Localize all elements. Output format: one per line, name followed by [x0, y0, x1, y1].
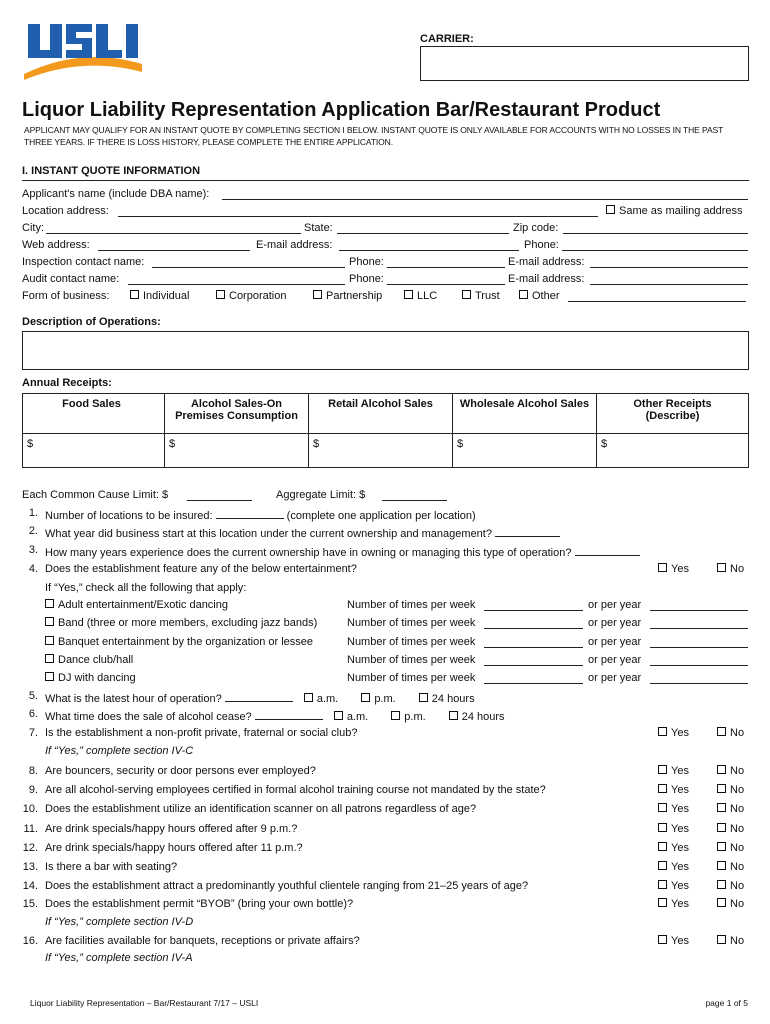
checkbox-icon: [462, 290, 471, 299]
q13-no-option[interactable]: No: [717, 861, 744, 873]
question-15: 15. Does the establishment permit “BYOB” (bring your own bottle)? Yes No: [22, 898, 745, 910]
question-4: 4. Does the establishment feature any of the below entertainment? Yes No: [28, 563, 745, 575]
question-8: 8. Are bouncers, security or door persons ever employed? Yes No: [28, 765, 745, 777]
year-started-field[interactable]: [495, 525, 560, 537]
question-14: 14. Does the establishment attract a predominantly youthful clientele ranging from 21–25 years of age? Yes No: [22, 880, 745, 892]
q13-yes-option[interactable]: Yes: [658, 861, 689, 873]
entertainment-dance-club[interactable]: Dance club/hall: [45, 654, 133, 666]
form-partnership-label: Partnership: [326, 290, 383, 302]
receipts-header-wholesale: Wholesale Alcohol Sales: [453, 394, 597, 434]
form-individual-option[interactable]: [130, 290, 189, 302]
times-per-week-label: Number of times per week: [347, 672, 476, 684]
checkbox-icon: [717, 727, 726, 736]
question-10: 10. Does the establishment utilize an identification scanner on all patrons regardless of age? Yes No: [22, 803, 745, 815]
inspection-contact-field[interactable]: [152, 256, 345, 268]
audit-contact-label: Audit contact name:: [22, 273, 120, 285]
per-year-label: or per year: [588, 599, 642, 611]
q14-yes-option[interactable]: Yes: [658, 880, 689, 892]
receipts-header-food: Food Sales: [23, 394, 165, 434]
receipts-other-field[interactable]: $: [597, 434, 749, 468]
q15-note: If “Yes,” complete section IV-D: [45, 916, 194, 928]
per-year-label: or per year: [588, 617, 642, 629]
state-field[interactable]: [337, 222, 509, 234]
description-field[interactable]: [22, 331, 749, 370]
q1-text: Number of locations to be insured: (complete one application per location): [45, 507, 476, 522]
question-16: 16. Are facilities available for banquets, receptions or private affairs? Yes No: [22, 935, 745, 947]
q13-text: Is there a bar with seating?: [45, 861, 178, 873]
checkbox-icon: [658, 935, 667, 944]
times-per-week-label: Number of times per week: [347, 636, 476, 648]
years-experience-field[interactable]: [575, 544, 640, 556]
q9-no-option[interactable]: No: [717, 784, 744, 796]
checkbox-icon: [334, 711, 343, 720]
audit-email-field[interactable]: [590, 273, 748, 285]
per-year-label: or per year: [588, 654, 642, 666]
common-cause-limit-field[interactable]: [187, 489, 252, 501]
q8-text: Are bouncers, security or door persons ever employed?: [45, 765, 316, 777]
audit-phone-label: Phone:: [349, 273, 384, 285]
per-year-field[interactable]: [650, 599, 748, 611]
q15-text: Does the establishment permit “BYOB” (bring your own bottle)?: [45, 898, 354, 910]
checkbox-icon: [717, 898, 726, 907]
latest-hour-field[interactable]: [225, 690, 293, 702]
question-13: 13. Is there a bar with seating? Yes No: [22, 861, 745, 873]
inspection-phone-label: Phone:: [349, 256, 384, 268]
q10-no-option[interactable]: No: [717, 803, 744, 815]
checkbox-icon: [519, 290, 528, 299]
checkbox-icon: [45, 636, 54, 645]
q6-24hours-option[interactable]: 24 hours: [449, 711, 505, 723]
entertainment-banquet[interactable]: Banquet entertainment by the organization or lessee: [45, 636, 313, 648]
q9-text: Are all alcohol-serving employees certified in formal alcohol training course not mandated by the state?: [45, 784, 546, 796]
email-label: E-mail address:: [256, 239, 333, 251]
q4-no-option[interactable]: No: [717, 563, 744, 575]
audit-phone-field[interactable]: [387, 273, 505, 285]
q6-am-option[interactable]: a.m.: [334, 711, 368, 723]
checkbox-icon: [717, 765, 726, 774]
q11-no-option[interactable]: No: [717, 823, 744, 835]
question-5: 5. What is the latest hour of operation? a.m. p.m. 24 hours: [28, 690, 475, 705]
description-label: Description of Operations:: [22, 316, 161, 328]
q12-yes-option[interactable]: Yes: [658, 842, 689, 854]
checkbox-icon: [130, 290, 139, 299]
q6-pm-option[interactable]: p.m.: [391, 711, 425, 723]
checkbox-icon: [658, 898, 667, 907]
q8-yes-option[interactable]: Yes: [658, 765, 689, 777]
checkbox-icon: [449, 711, 458, 720]
receipts-header-other: Other Receipts (Describe): [597, 394, 749, 434]
per-year-label: or per year: [588, 672, 642, 684]
per-year-field[interactable]: [650, 636, 748, 648]
subtitle-line2: THREE YEARS. IF THERE IS LOSS HISTORY, PLEASE COMPLETE THE ENTIRE APPLICATION.: [24, 137, 393, 147]
q4-yes-option[interactable]: Yes: [658, 563, 689, 575]
checkbox-icon: [313, 290, 322, 299]
aggregate-limit-label: Aggregate Limit: $: [276, 489, 366, 501]
times-per-week-label: Number of times per week: [347, 654, 476, 666]
checkbox-icon: [304, 693, 313, 702]
location-address-field[interactable]: [118, 205, 598, 217]
q5-24hours-option[interactable]: 24 hours: [419, 693, 475, 705]
q12-text: Are drink specials/happy hours offered after 11 p.m.?: [45, 842, 303, 854]
q2-text: What year did business start at this location under the current ownership and management?: [45, 525, 560, 540]
inspection-email-label: E-mail address:: [508, 256, 585, 268]
checkbox-icon: [404, 290, 413, 299]
checkbox-icon: [658, 803, 667, 812]
receipts-table: [22, 393, 749, 468]
form-llc-option[interactable]: [404, 290, 437, 302]
per-year-label: or per year: [588, 636, 642, 648]
checkbox-icon: [717, 784, 726, 793]
checkbox-icon: [717, 563, 726, 572]
q6-text: What time does the sale of alcohol cease? a.m. p.m. 24 hours: [45, 708, 505, 723]
form-other-option[interactable]: [519, 290, 560, 302]
checkbox-icon: [658, 861, 667, 870]
checkbox-icon: [419, 693, 428, 702]
receipts-alcohol-field[interactable]: $: [165, 434, 309, 468]
q9-yes-option[interactable]: Yes: [658, 784, 689, 796]
checkbox-icon: [45, 599, 54, 608]
checkbox-icon: [216, 290, 225, 299]
form-other-field[interactable]: [568, 290, 746, 302]
times-per-week-label: Number of times per week: [347, 617, 476, 629]
usli-logo: [22, 20, 144, 82]
q14-no-option[interactable]: No: [717, 880, 744, 892]
times-per-week-field[interactable]: [484, 636, 583, 648]
question-7: 7. Is the establishment a non-profit private, fraternal or social club? Yes No: [28, 727, 745, 739]
q14-text: Does the establishment attract a predominantly youthful clientele ranging from 21–25 years of age?: [45, 880, 529, 892]
question-1: 1. Number of locations to be insured: (complete one application per location): [28, 507, 476, 522]
form-corporation-option[interactable]: [216, 290, 286, 302]
carrier-field[interactable]: [420, 46, 749, 81]
entertainment-dj[interactable]: DJ with dancing: [45, 672, 136, 684]
q11-yes-option[interactable]: Yes: [658, 823, 689, 835]
zip-field[interactable]: [563, 222, 748, 234]
q8-no-option[interactable]: No: [717, 765, 744, 777]
same-as-mailing-label: Same as mailing address: [619, 205, 743, 217]
zip-label: Zip code:: [513, 222, 559, 234]
per-year-field[interactable]: [650, 617, 748, 629]
page-number: page 1 of 5: [705, 998, 748, 1008]
form-of-business-label: Form of business:: [22, 290, 110, 302]
q16-text: Are facilities available for banquets, receptions or private affairs?: [45, 935, 360, 947]
times-per-week-field[interactable]: [484, 672, 583, 684]
applicant-name-field[interactable]: [222, 188, 748, 200]
inspection-email-field[interactable]: [590, 256, 748, 268]
inspection-contact-label: Inspection contact name:: [22, 256, 145, 268]
form-partnership-option[interactable]: [313, 290, 382, 302]
checkbox-icon: [717, 935, 726, 944]
common-cause-limit-label: Each Common Cause Limit: $: [22, 489, 169, 501]
q16-note: If “Yes,” complete section IV-A: [45, 952, 193, 964]
question-12: 12. Are drink specials/happy hours offered after 11 p.m.? Yes No: [22, 842, 745, 854]
subtitle-line1: APPLICANT MAY QUALIFY FOR AN INSTANT QUOTE BY COMPLETING SECTION I BELOW. INSTANT QUOTE IS ONLY AVAILABLE FOR ACCOUNTS WITH NO LOSSES IN THE PAST: [24, 125, 724, 135]
state-label: State:: [304, 222, 333, 234]
times-per-week-label: Number of times per week: [347, 599, 476, 611]
audit-contact-field[interactable]: [128, 273, 345, 285]
per-year-field[interactable]: [650, 672, 748, 684]
receipts-retail-field[interactable]: $: [309, 434, 453, 468]
email-field[interactable]: [339, 239, 519, 251]
q12-no-option[interactable]: No: [717, 842, 744, 854]
q11-text: Are drink specials/happy hours offered after 9 p.m.?: [45, 823, 298, 835]
times-per-week-field[interactable]: [484, 654, 583, 666]
q7-yes-option[interactable]: Yes: [658, 727, 689, 739]
q16-no-option[interactable]: No: [717, 935, 744, 947]
checkbox-icon: [391, 711, 400, 720]
checkbox-icon: [658, 727, 667, 736]
q15-yes-option[interactable]: Yes: [658, 898, 689, 910]
checkbox-icon: [717, 880, 726, 889]
aggregate-limit-field[interactable]: [382, 489, 447, 501]
q10-text: Does the establishment utilize an identification scanner on all patrons regardless of age?: [45, 803, 477, 815]
alcohol-cease-field[interactable]: [255, 708, 323, 720]
footer-left: Liquor Liability Representation – Bar/Restaurant 7/17 – USLI: [30, 998, 259, 1008]
checkbox-icon: [658, 563, 667, 572]
web-address-field[interactable]: [98, 239, 250, 251]
page-title: Liquor Liability Representation Application Bar/Restaurant Product: [22, 99, 661, 121]
applicant-name-label: Applicant's name (include DBA name):: [22, 188, 210, 200]
receipts-header-retail: Retail Alcohol Sales: [309, 394, 453, 434]
q10-yes-option[interactable]: Yes: [658, 803, 689, 815]
receipts-wholesale-field[interactable]: $: [453, 434, 597, 468]
phone-field[interactable]: [562, 239, 748, 251]
q7-no-option[interactable]: No: [717, 727, 744, 739]
question-2: 2. What year did business start at this location under the current ownership and management?: [22, 525, 748, 539]
question-9: 9. Are all alcohol-serving employees certified in formal alcohol training course not mandated by the state? Yes No: [28, 784, 745, 796]
locations-field[interactable]: [216, 507, 284, 519]
q3-text: How many years experience does the current ownership have in owning or managing this type of operation?: [45, 544, 640, 559]
checkbox-icon: [658, 842, 667, 851]
per-year-field[interactable]: [650, 654, 748, 666]
question-3: 3. How many years experience does the current ownership have in owning or managing this type of operation?: [22, 544, 748, 558]
checkbox-icon: [606, 205, 615, 214]
receipts-food-field[interactable]: $: [23, 434, 165, 468]
times-per-week-field[interactable]: [484, 617, 583, 629]
form-trust-label: Trust: [475, 290, 500, 302]
checkbox-icon: [717, 861, 726, 870]
checkbox-icon: [361, 693, 370, 702]
form-other-label: Other: [532, 290, 560, 302]
web-address-label: Web address:: [22, 239, 90, 251]
checkbox-icon: [658, 823, 667, 832]
receipts-header-alcohol-on-premises: Alcohol Sales-On Premises Consumption: [165, 394, 309, 434]
q4-text: Does the establishment feature any of the below entertainment?: [45, 563, 357, 575]
carrier-label: CARRIER:: [420, 33, 474, 45]
audit-email-label: E-mail address:: [508, 273, 585, 285]
same-as-mailing-option[interactable]: [606, 205, 743, 217]
q7-note: If “Yes,” complete section IV-C: [45, 745, 194, 757]
section1-heading: I. INSTANT QUOTE INFORMATION: [22, 165, 201, 177]
form-individual-label: Individual: [143, 290, 190, 302]
entertainment-band[interactable]: Band (three or more members, excluding jazz bands): [45, 617, 317, 629]
q5-am-option[interactable]: a.m.: [304, 693, 338, 705]
checkbox-icon: [45, 654, 54, 663]
question-11: 11. Are drink specials/happy hours offered after 9 p.m.? Yes No: [23, 823, 745, 835]
form-trust-option[interactable]: [462, 290, 500, 302]
city-field[interactable]: [46, 222, 301, 234]
q5-text: What is the latest hour of operation? a.m. p.m. 24 hours: [45, 690, 475, 705]
inspection-phone-field[interactable]: [387, 256, 505, 268]
entertainment-adult[interactable]: Adult entertainment/Exotic dancing: [45, 599, 228, 611]
checkbox-icon: [717, 842, 726, 851]
q4-note: If “Yes,” check all the following that apply:: [45, 582, 247, 594]
times-per-week-field[interactable]: [484, 599, 583, 611]
q5-pm-option[interactable]: p.m.: [361, 693, 395, 705]
question-6: 6. What time does the sale of alcohol cease? a.m. p.m. 24 hours: [28, 708, 505, 723]
section1-rule: [22, 180, 749, 181]
phone-label: Phone:: [524, 239, 559, 251]
annual-receipts-label: Annual Receipts:: [22, 377, 112, 389]
checkbox-icon: [45, 672, 54, 681]
checkbox-icon: [658, 765, 667, 774]
checkbox-icon: [45, 617, 54, 626]
q16-yes-option[interactable]: Yes: [658, 935, 689, 947]
checkbox-icon: [658, 784, 667, 793]
form-llc-label: LLC: [417, 290, 438, 302]
location-address-label: Location address:: [22, 205, 109, 217]
checkbox-icon: [717, 823, 726, 832]
city-label: City:: [22, 222, 44, 234]
q15-no-option[interactable]: No: [717, 898, 744, 910]
q7-text: Is the establishment a non-profit private, fraternal or social club?: [45, 727, 358, 739]
checkbox-icon: [717, 803, 726, 812]
form-corporation-label: Corporation: [229, 290, 287, 302]
checkbox-icon: [658, 880, 667, 889]
